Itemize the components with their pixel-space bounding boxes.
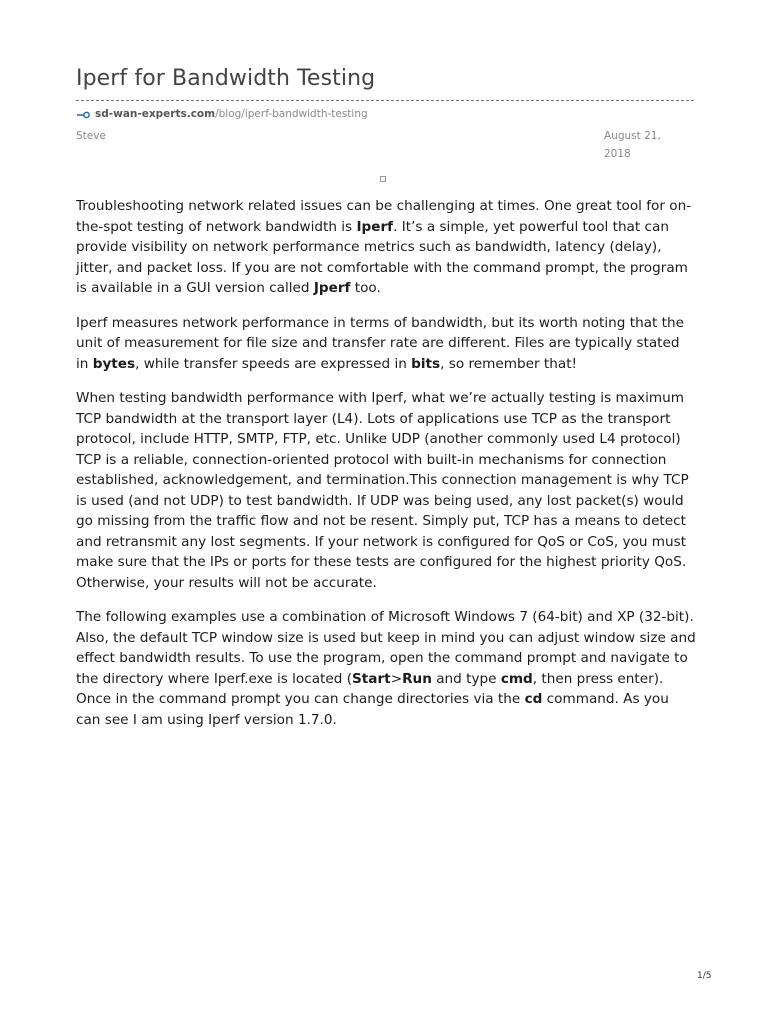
paragraph-4: The following examples use a combination of Microsoft Windows 7 (64-bit) and XP (32-bit). Also, the default TCP window size is used but keep in mind you can adjust window size and effect bandwidth results. To use the program, open the command prompt and navigate to the directory where Iperf.exe is located (Start>Run and type cmd, then press enter). Once in the command prompt you can change directories via the cd command. As you can see I am using Iperf version 1.7.0. [76,609,696,728]
jperf-bold: Jperf [313,280,351,296]
date-line-1: August 21, [604,130,661,142]
cmd-bold: cmd [500,670,533,687]
paragraph-3: When testing bandwidth performance with Iperf, what we’re actually testing is maximum TCP bandwidth at the transport layer (L4). Lots of applications use TCP as the transport protocol, include HTTP, SMTP, FTP, etc. Unlike UDP (another commonly used L4 protocol) TCP is a reliable, connection-oriented protocol with built-in mechanisms for connection established, acknowledgement, and termination.This connection management is why TCP is used (and not UDP) to test bandwidth. If UDP was being used, any lost packet(s) would go missing from the traffic flow and not be resent. Simply put, TCP has a means to detect and retransmit any lost segments. If your network is configured for QoS or CoS, you must make sure that the IPs or ports for these tests are configured for the highest priority QoS. Otherwise, your results will not be accurate. [76,390,689,591]
start-bold: Start [352,670,391,687]
source-link[interactable] [76,106,368,122]
cd-bold: cd [524,691,543,707]
source-path: /blog/iperf-bandwidth-testing [215,108,368,120]
page-title: Iperf for Bandwidth Testing [76,66,376,91]
author-name: Steve [76,130,106,142]
link-icon [76,108,90,120]
run-bold: Run [402,670,432,687]
iperf-bold: Iperf [356,218,394,235]
publish-date [604,127,684,163]
image-placeholder-icon [380,176,386,182]
page-number: 1/5 [697,971,712,981]
bits-bold: bits [411,355,441,372]
date-line-2: 2018 [604,148,631,160]
article-body [76,196,696,744]
bytes-bold: bytes [92,355,136,372]
paragraph-1: Troubleshooting network related issues can be challenging at times. One great tool for on-the-spot testing of network bandwidth is Iperf. It’s a simple, yet powerful tool that can provide visibility on network performance metrics such as bandwidth, latency (delay), jitter, and packet loss. If you are not comfortable with the command prompt, the program is available in a GUI version called Jperf too. [76,198,692,296]
title-divider [76,100,694,101]
source-domain: sd-wan-experts.com [95,108,216,120]
paragraph-2: Iperf measures network performance in terms of bandwidth, but its worth noting that the unit of measurement for file size and transfer rate are different. Files are typically stated in bytes, while transfer speeds are expressed in bits, so remember that! [76,314,684,372]
